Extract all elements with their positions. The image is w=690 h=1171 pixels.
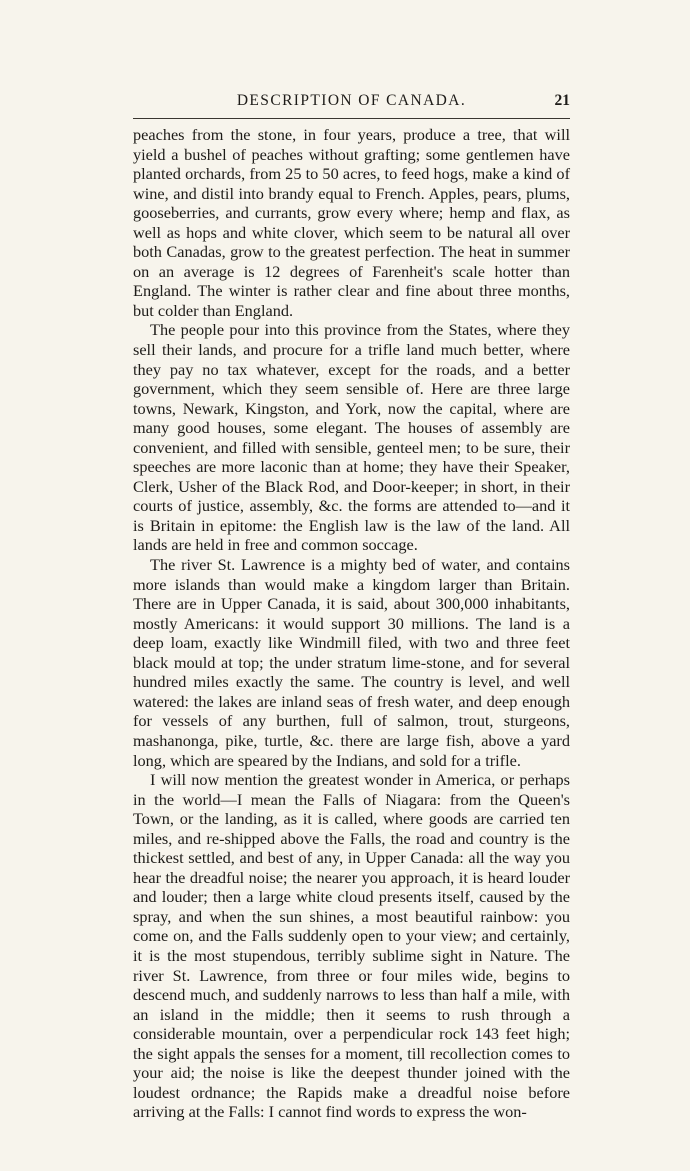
running-header [133,92,570,119]
paragraph-people: The people pour into this province from the States, where they sell their lands, and procure for a trifle land much better, where they pay no tax whatever, except for the roads, and a better government, which they seem sensible of. Here are three large towns, Newark, Kingston, and York, now the capital, where are many good houses, some elegant. The houses of assembly are convenient, and filled with sensible, genteel men; to be sure, their speeches are more laconic than at home; they have their Speaker, Clerk, Usher of the Black Rod, and Door-keeper; in short, in their courts of justice, assembly, &c. the forms are attended to—and it is Britain in epitome: the English law is the law of the land. All lands are held in free and common soccage. [133,320,570,555]
paragraph-river: The river St. Lawrence is a mighty bed of water, and contains more islands than would make a kingdom larger than Britain. There are in Upper Canada, it is said, about 300,000 inhabitants, mostly Americans: it would support 30 millions. The land is a deep loam, exactly like Windmill filed, with two and three feet black mould at top; the under stratum lime-stone, and for several hundred miles exactly the same. The country is level, and well watered: the lakes are inland seas of fresh water, and deep enough for vessels of any burthen, full of salmon, trout, sturgeons, mashanonga, pike, turtle, &c. there are large fish, above a yard long, which are speared by the Indians, and sold for a trifle. [133,555,570,770]
body-text [133,125,570,1122]
running-title: DESCRIPTION OF CANADA. [236,92,467,109]
paragraph-niagara: I will now mention the greatest wonder in America, or perhaps in the world—I mean the Falls of Niagara: from the Queen's Town, or the landing, as it is called, where goods are carried ten miles, and re-shipped above the Falls, the road and country is the thickest settled, and best of any, in Upper Canada: all the way you hear the dreadful noise; the nearer you approach, it is heard louder and louder; then a large white cloud presents itself, caused by the spray, and when the sun shines, a most beautiful rainbow: you come on, and the Falls suddenly open to your view; and certainly, it is the most stupendous, terribly sublime sight in Nature. The river St. Lawrence, from three or four miles wide, begins to descend much, and suddenly narrows to less than half a mile, with an island in the middle; then it seems to rush through a considerable mountain, over a perpendicular rock 143 feet high; the sight appals the senses for a moment, till recollection comes to your aid; the noise is like the deepest thunder joined with the loudest ordnance; the Rapids make a dreadful noise before arriving at the Falls: I cannot find words to express the won- [133,770,570,1122]
paragraph-continued: peaches from the stone, in four years, produce a tree, that will yield a bushel of peaches without grafting; some gentlemen have planted orchards, from 25 to 50 acres, to feed hogs, make a kind of wine, and distil into brandy equal to French. Apples, pears, plums, gooseberries, and currants, grow every where; hemp and flax, as well as hops and white clover, which seem to be natural all over both Canadas, grow to the greatest perfection. The heat in summer on an average is 12 degrees of Farenheit's scale hotter than England. The winter is rather clear and fine about three months, but colder than England. [133,125,570,320]
page-number: 21 [554,92,570,109]
